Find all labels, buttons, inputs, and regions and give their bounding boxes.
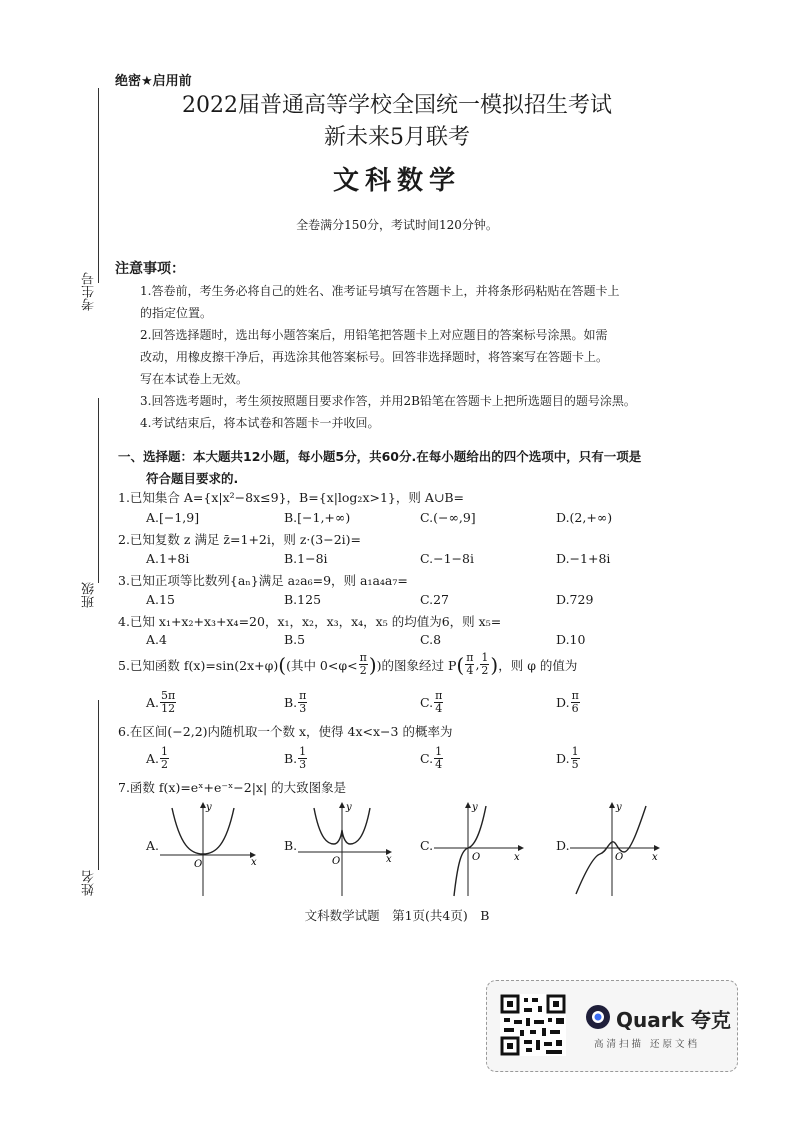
class-label: 班级 — [82, 582, 97, 608]
question-3-option-b: B.125 — [284, 592, 322, 607]
notice-heading: 注意事项： — [115, 261, 185, 277]
page-footer: 文科数学试题 第1页(共4页) B — [304, 908, 490, 923]
question-3-option-d: D.729 — [556, 592, 594, 607]
secret-label: 绝密★启用前 — [115, 74, 192, 89]
exam-number-label: 考生号 — [82, 272, 97, 311]
y-axis-label: y — [206, 802, 212, 813]
binding-line — [98, 700, 99, 870]
quark-subtitle: 高清扫描 还原文档 — [594, 1039, 701, 1050]
y-axis-label: y — [616, 802, 622, 813]
question-4-option-b: B.5 — [284, 632, 306, 647]
question-2-option-b: B.1−8i — [284, 551, 328, 566]
section-heading-line: 一、选择题：本大题共12小题，每小题5分，共60分.在每小题给出的四个选项中，只有一项是 — [118, 449, 642, 464]
notice-line: 的指定位置。 — [140, 306, 213, 320]
section-heading-line: 符合题目要求的. — [146, 471, 239, 486]
paren-left: ( — [278, 652, 287, 677]
divider — [582, 1004, 583, 1005]
y-axis-label: y — [346, 802, 352, 813]
question-4-stem: 4.已知 x₁+x₂+x₃+x₄=20，x₁，x₂，x₃，x₄，x₅ 的均值为6，则 x₅= — [118, 614, 502, 629]
question-2-stem: 2.已知复数 z 满足 z̄=1+2i，则 z·(3−2i)= — [118, 532, 362, 547]
question-6-option-a: A. $\frac{1}{2}$ — [146, 745, 169, 771]
question-5-stem — [118, 652, 577, 677]
question-1-stem: 1.已知集合 A={x|x²−8x≤9}，B={x|log₂x>1}，则 A∪B= — [118, 490, 465, 505]
question-6-stem: 6.在区间(−2,2)内随机取一个数 x，使得 4x<x−3 的概率为 — [118, 724, 453, 739]
quark-brand: Quark 夸克 — [616, 1008, 731, 1032]
question-2-option-a: A.1+8i — [146, 551, 190, 566]
exam-subtitle: 新未来5月联考 — [324, 125, 470, 150]
q5-stem-part: ，则 φ 的值为 — [498, 657, 578, 673]
question-5-option-d: D. $\frac{\pi}{6}$ — [556, 689, 579, 715]
x-axis-label: x — [251, 857, 257, 868]
fraction: $\frac{1}{2}$ — [481, 651, 489, 677]
question-7-stem: 7.函数 f(x)=eˣ+e⁻ˣ−2|x| 的大致图象是 — [118, 780, 347, 795]
notice-line: 3.回答选考题时，考生须按照题目要求作答，并用2B铅笔在答题卡上把所选题目的题号涂黑。 — [140, 394, 636, 408]
origin-label: O — [194, 859, 203, 870]
origin-label: O — [615, 852, 624, 863]
binding-line — [98, 398, 99, 583]
question-7-option-c: C. — [420, 838, 434, 853]
notice-line: 2.回答选择题时，选出每小题答案后，用铅笔把答题卡上对应题目的答案标号涂黑。如需 — [140, 328, 608, 342]
notice-list — [140, 280, 680, 434]
graph-c — [432, 800, 532, 900]
question-6-option-c: C. $\frac{1}{4}$ — [420, 745, 443, 771]
origin-label: O — [332, 856, 341, 867]
question-2-option-c: C.−1−8i — [420, 551, 474, 566]
question-7-option-a: A. — [146, 838, 160, 853]
binding-line — [98, 88, 99, 283]
question-7-option-b: B. — [284, 838, 298, 853]
x-axis-label: x — [652, 852, 658, 863]
question-5-option-b: B. $\frac{\pi}{3}$ — [284, 689, 307, 715]
graph-d — [568, 800, 668, 900]
y-axis-label: y — [472, 802, 478, 813]
full-score-note: 全卷满分150分，考试时间120分钟。 — [296, 218, 498, 232]
paren-right: ) — [490, 652, 499, 677]
graph-a — [158, 800, 258, 900]
subject-title: 文科数学 — [332, 166, 461, 196]
q5-stem-part: 5.已知函数 f(x)=sin(2x+φ) — [118, 657, 279, 673]
question-4-option-c: C.8 — [420, 632, 442, 647]
name-label: 姓名 — [82, 870, 97, 896]
question-1-option-a: A.[−1,9] — [146, 510, 200, 525]
notice-line: 写在本试卷上无效。 — [140, 372, 249, 386]
x-axis-label: x — [386, 854, 392, 865]
question-3-option-a: A.15 — [146, 592, 175, 607]
quark-logo-icon — [585, 1004, 611, 1030]
comma: , — [475, 657, 480, 672]
paren-left: ( — [456, 652, 465, 677]
notice-line: 4.考试结束后，将本试卷和答题卡一并收回。 — [140, 416, 380, 430]
question-1-option-d: D.(2,+∞) — [556, 510, 613, 525]
fraction: $\frac{\pi}{2}$ — [359, 651, 367, 677]
question-4-option-a: A.4 — [146, 632, 167, 647]
fraction: $\frac{\pi}{4}$ — [466, 651, 474, 677]
question-3-option-c: C.27 — [420, 592, 449, 607]
question-6-option-d: D. $\frac{1}{5}$ — [556, 745, 579, 771]
question-3-stem: 3.已知正项等比数列{aₙ}满足 a₂a₆=9，则 a₁a₄a₇= — [118, 573, 408, 588]
question-1-option-b: B.[−1,+∞) — [284, 510, 351, 525]
qr-code-icon — [500, 994, 566, 1056]
section-heading — [118, 446, 678, 490]
question-5-option-c: C. $\frac{\pi}{4}$ — [420, 689, 443, 715]
question-5-option-a: A. $\frac{5\pi}{12}$ — [146, 689, 176, 715]
notice-line: 1.答卷前，考生务必将自己的姓名、准考证号填写在答题卡上，并将条形码粘贴在答题卡上 — [140, 284, 620, 298]
graph-b — [296, 800, 396, 900]
exam-title: 2022届普通高等学校全国统一模拟招生考试 — [182, 93, 612, 118]
question-2-option-d: D.−1+8i — [556, 551, 611, 566]
question-6-option-b: B. $\frac{1}{3}$ — [284, 745, 307, 771]
x-axis-label: x — [514, 852, 520, 863]
notice-line: 改动，用橡皮擦干净后，再选涂其他答案标号。回答非选择题时，将答案写在答题卡上。 — [140, 350, 609, 364]
question-1-option-c: C.(−∞,9] — [420, 510, 476, 525]
question-7-option-d: D. — [556, 838, 570, 853]
origin-label: O — [472, 852, 481, 863]
question-4-option-d: D.10 — [556, 632, 586, 647]
q5-stem-part: )的图象经过 P — [376, 657, 457, 673]
q5-stem-part: (其中 0<φ< — [286, 657, 358, 673]
paren-right: ) — [368, 652, 377, 677]
